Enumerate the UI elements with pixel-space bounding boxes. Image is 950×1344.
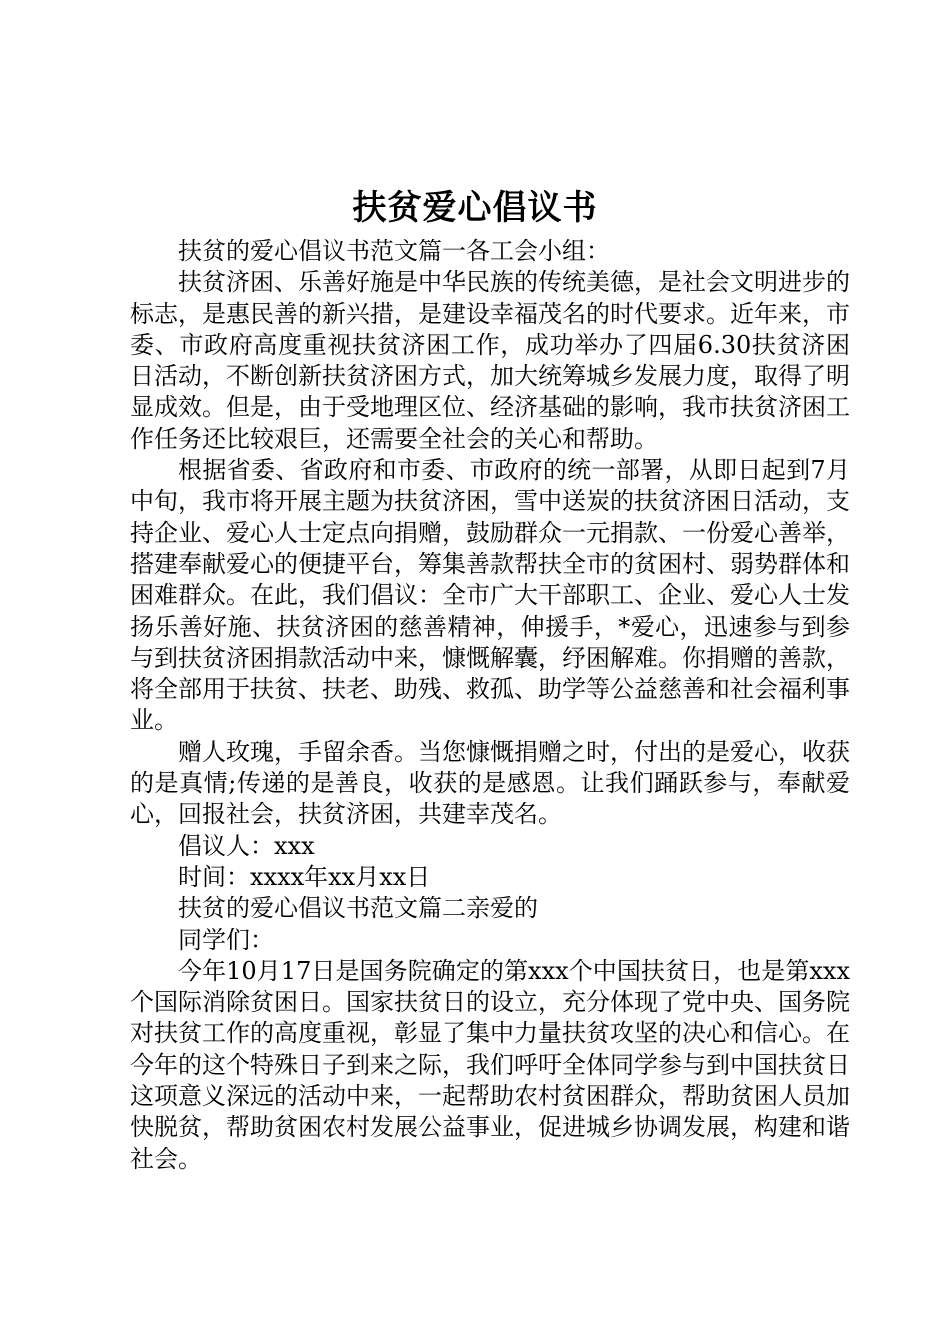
paragraph-3: 根据省委、省政府和市委、市政府的统一部署，从即日起到7月中旬，我市将开展主题为扶贫济困，雪中送炭的扶贫济困日活动，支持企业、爱心人士定点向捐赠，鼓励群众一元捐款、一份爱心善举，搭建奉献爱心的便捷平台，筹集善款帮扶全市的贫困村、弱势群体和困难群众。在此，我们倡议：全市广大干部职工、企业、爱心人士发扬乐善好施、扶贫济困的慈善精神，伸援手，*爱心，迅速参与到参与到扶贫济困捐款活动中来，慷慨解囊，纾困解难。你捐赠的善款，将全部用于扶贫、扶老、助残、救孤、助学等公益慈善和社会福利事业。 <box>130 456 850 735</box>
paragraph-signer: 倡议人：xxx <box>178 831 315 860</box>
paragraph-salutation: 同学们： <box>178 925 274 954</box>
paragraph-4: 赠人玫瑰，手留余香。当您慷慨捐赠之时，付出的是爱心，收获的是真情;传递的是善良，收获的是感恩。让我们踊跃参与，奉献爱心，回报社会，扶贫济困，共建幸茂名。 <box>130 737 850 829</box>
paragraph-date: 时间：xxxx年xx月xx日 <box>178 862 431 891</box>
document-title: 扶贫爱心倡议书 <box>352 188 598 228</box>
paragraph-5: 今年10月17日是国务院确定的第xxx个中国扶贫日，也是第xxx个国际消除贫困日。国家扶贫日的设立，充分体现了党中央、国务院对扶贫工作的高度重视，彰显了集中力量扶贫攻坚的决心和信心。在今年的这个特殊日子到来之际，我们呼吁全体同学参与到中国扶贫日这项意义深远的活动中来，一起帮助农村贫困群众，帮助贫困人员加快脱贫，帮助贫困农村发展公益事业，促进城乡协调发展，构建和谐社会。 <box>130 956 850 1173</box>
paragraph-heading-2: 扶贫的爱心倡议书范文篇二亲爱的 <box>178 894 538 923</box>
document-body <box>130 236 850 1175</box>
paragraph-1: 扶贫的爱心倡议书范文篇一各工会小组： <box>178 237 610 265</box>
paragraph-2: 扶贫济困、乐善好施是中华民族的传统美德，是社会文明进步的标志，是惠民善的新兴措，是建设幸福茂名的时代要求。近年来，市委、市政府高度重视扶贫济困工作，成功举办了四届6.30扶贫济困日活动，不断创新扶贫济困方式，加大统筹城乡发展力度，取得了明显成效。但是，由于受地理区位、经济基础的影响，我市扶贫济困工作任务还比较艰巨，还需要全社会的关心和帮助。 <box>130 268 850 453</box>
